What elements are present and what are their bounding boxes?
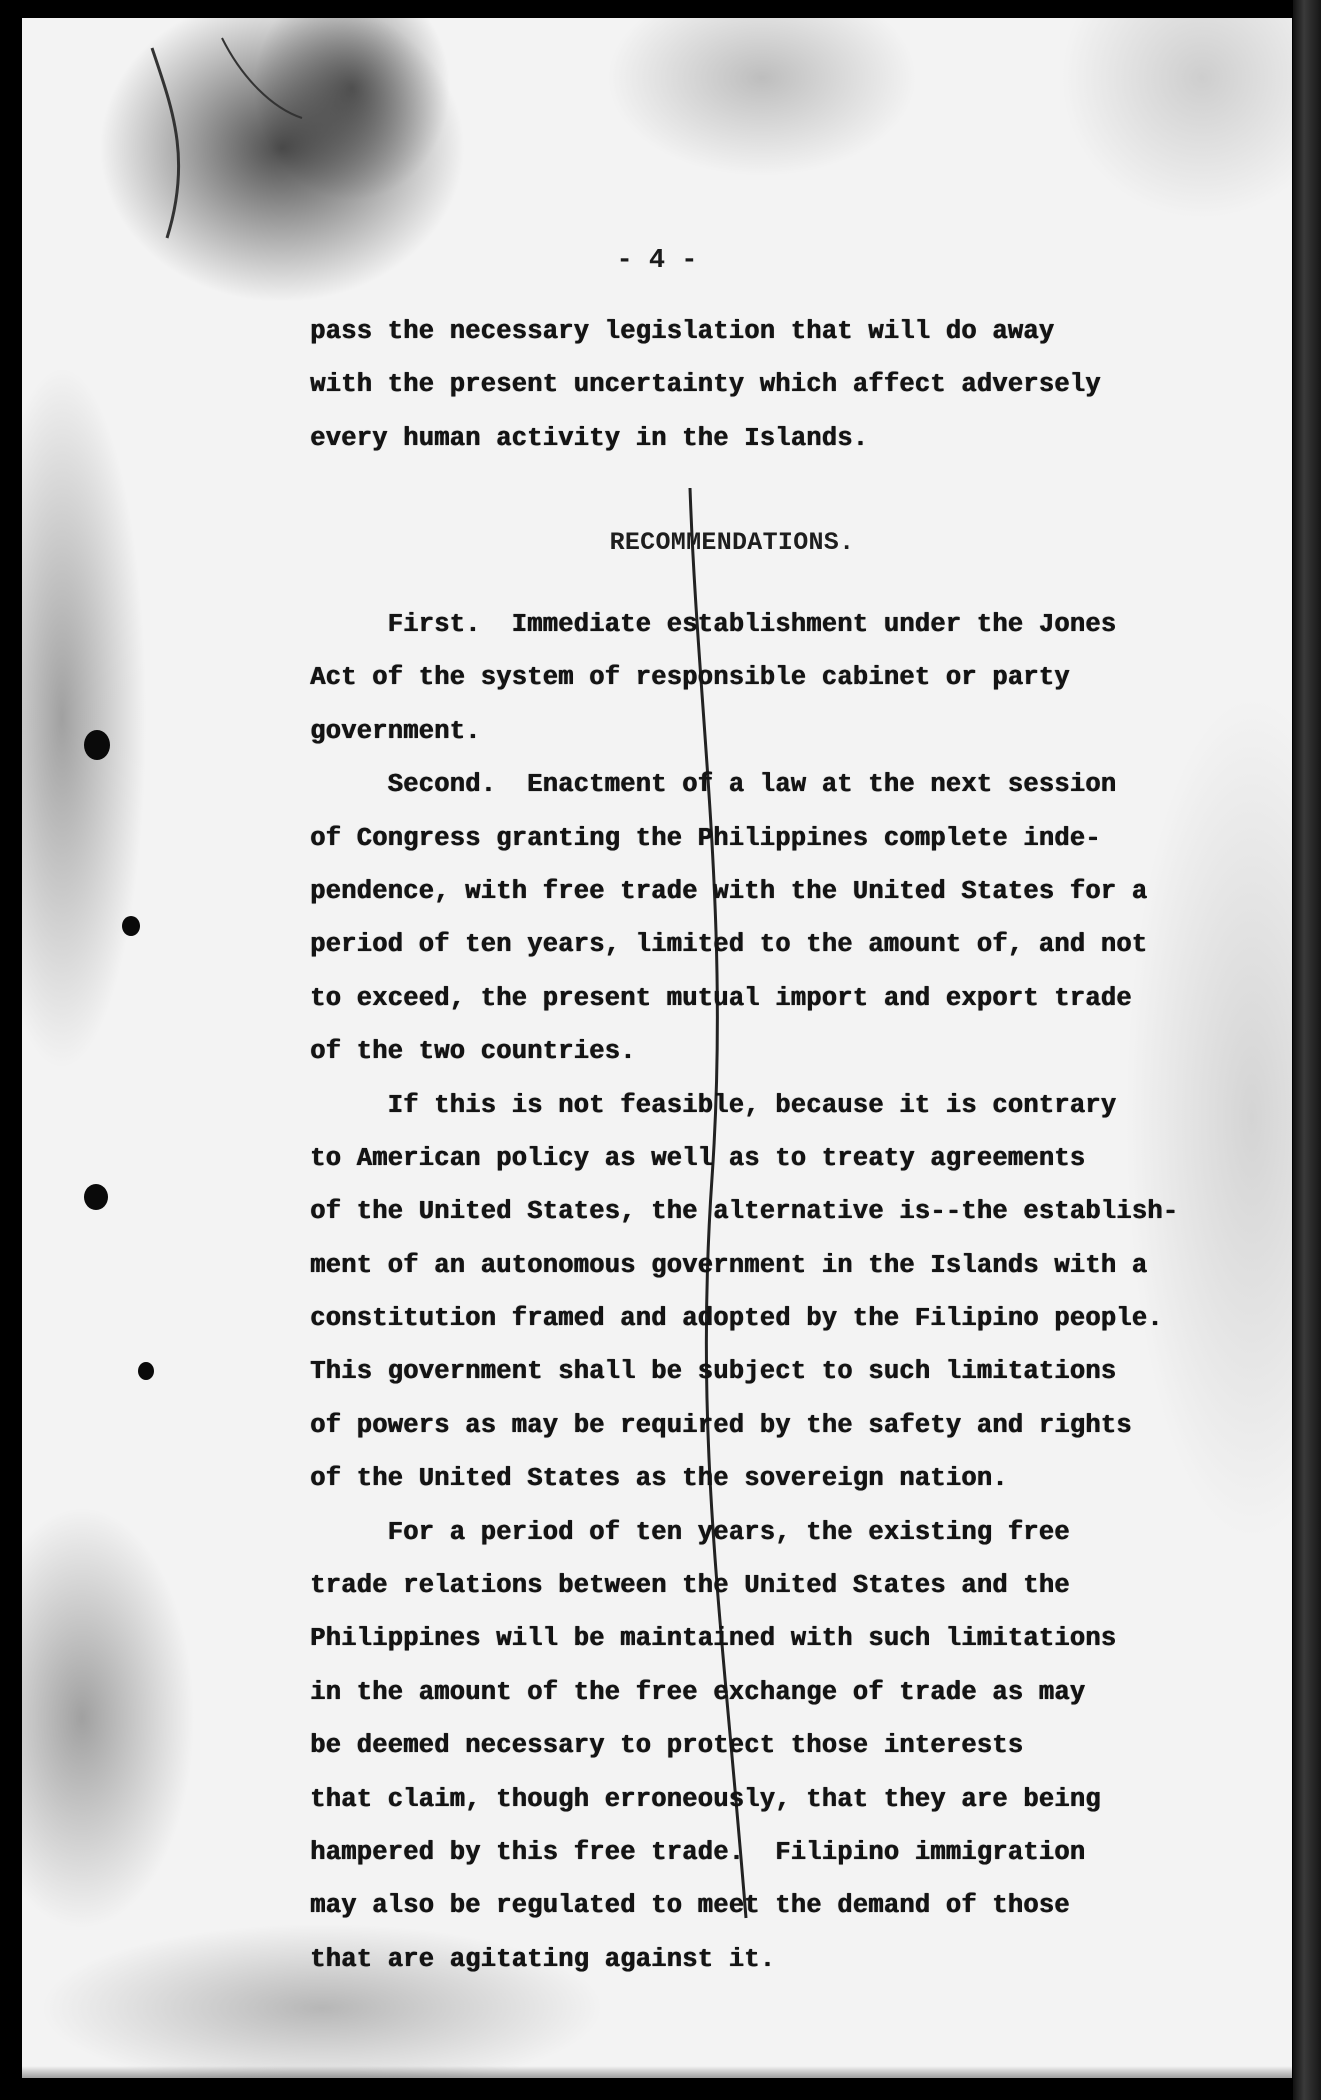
text-line: may also be regulated to meet the demand of those (310, 1891, 1070, 1921)
page-number: - 4 - (616, 246, 698, 276)
text-line: of the United States, the alternative is--the establish- (310, 1197, 1179, 1227)
section-heading: RECOMMENDATIONS. (609, 528, 855, 557)
text-line: constitution framed and adopted by the Filipino people. (310, 1304, 1163, 1334)
text-line: of powers as may be required by the safety and rights (310, 1410, 1132, 1440)
text-line: Act of the system of responsible cabinet or party (310, 663, 1070, 693)
document-page (22, 18, 1292, 2078)
text-line: If this is not feasible, because it is contrary (310, 1090, 1117, 1120)
text-line: that are agitating against it. (310, 1944, 776, 1974)
text-line: This government shall be subject to such limitations (310, 1357, 1117, 1387)
text-line: ment of an autonomous government in the Islands with a (310, 1250, 1148, 1280)
text-line: trade relations between the United States and the (310, 1571, 1070, 1601)
text-line: pendence, with free trade with the United States for a (310, 876, 1148, 906)
text-line: Second. Enactment of a law at the next session (310, 770, 1117, 800)
text-line: government. (310, 716, 481, 746)
text-line: to exceed, the present mutual import and export trade (310, 983, 1132, 1013)
text-line: that claim, though erroneously, that they are being (310, 1784, 1101, 1814)
text-line: period of ten years, limited to the amount of, and not (310, 930, 1148, 960)
text-line: in the amount of the free exchange of trade as may (310, 1677, 1086, 1707)
text-line: to American policy as well as to treaty agreements (310, 1143, 1086, 1173)
text-line: hampered by this free trade. Filipino immigration (310, 1837, 1086, 1867)
intro-paragraph (310, 305, 1210, 465)
text-line: Philippines will be maintained with such limitations (310, 1624, 1117, 1654)
text-line: of the two countries. (310, 1037, 636, 1067)
text-line: every human activity in the Islands. (310, 423, 869, 453)
recommendations-body (310, 598, 1210, 1986)
text-line: with the present uncertainty which affect adversely (310, 370, 1101, 400)
text-line: First. Immediate establishment under the Jones (310, 610, 1117, 639)
scanner-edge (1293, 0, 1321, 2100)
text-line: be deemed necessary to protect those interests (310, 1731, 1024, 1761)
text-line: of Congress granting the Philippines complete inde- (310, 823, 1101, 853)
text-line: For a period of ten years, the existing free (310, 1517, 1070, 1547)
text-line: of the United States as the sovereign nation. (310, 1464, 1008, 1494)
text-line: pass the necessary legislation that will do away (310, 317, 1055, 346)
